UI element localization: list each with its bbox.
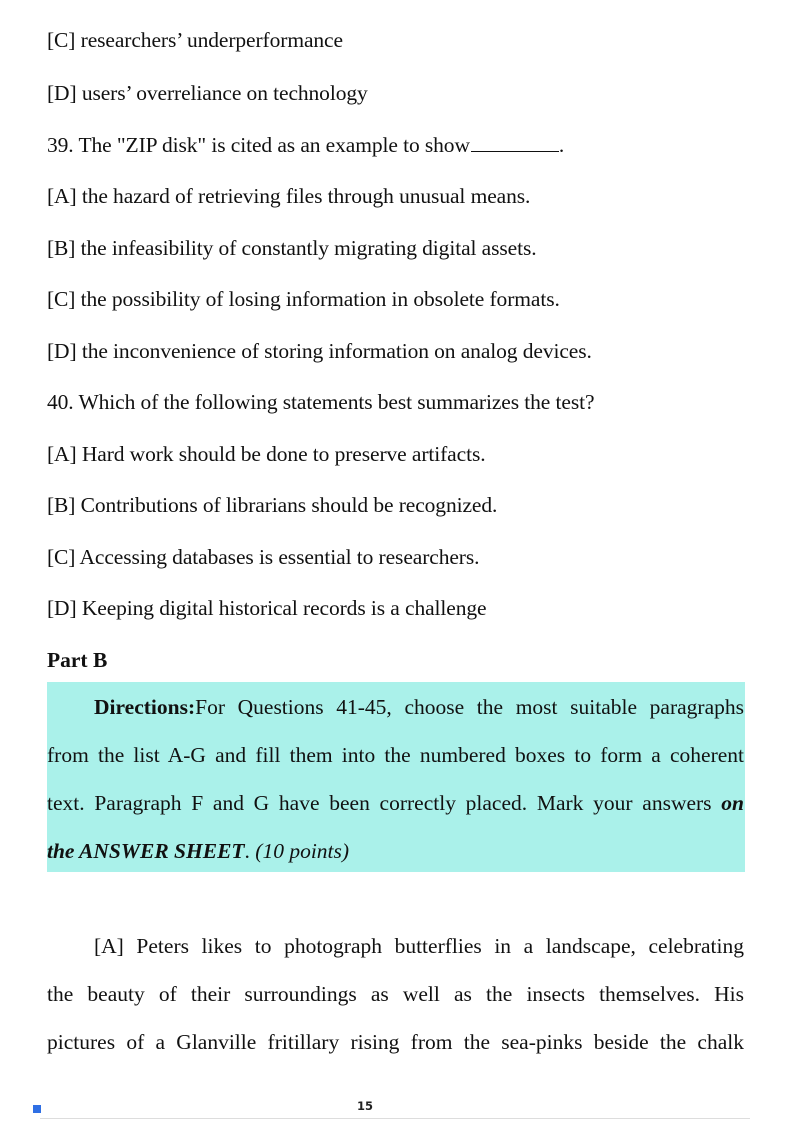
q39-option-c: [C] the possibility of losing information in obsolete formats. bbox=[47, 287, 560, 311]
directions-line-1-text: For Questions 41-45, choose the most suitable paragraphs bbox=[195, 695, 744, 719]
answer-sheet-emph: the ANSWER SHEET bbox=[47, 839, 245, 863]
directions-line-4 bbox=[47, 837, 744, 865]
q40-stem: 40. Which of the following statements best summarizes the test? bbox=[47, 390, 595, 414]
q39-stem-end: . bbox=[558, 133, 565, 157]
q40-option-d: [D] Keeping digital historical records is a challenge bbox=[47, 596, 487, 620]
directions-line-1 bbox=[47, 693, 744, 721]
q39-option-a: [A] the hazard of retrieving files through unusual means. bbox=[47, 184, 531, 208]
directions-label: Directions: bbox=[94, 695, 196, 719]
page-marker-icon bbox=[33, 1105, 41, 1113]
directions-box bbox=[47, 682, 745, 872]
footer-divider bbox=[40, 1118, 750, 1119]
q39-option-b: [B] the infeasibility of constantly migrating digital assets. bbox=[47, 236, 537, 260]
q39-option-d: [D] the inconvenience of storing information on analog devices. bbox=[47, 339, 592, 363]
page-number: 15 bbox=[357, 1099, 374, 1113]
directions-line-3-emph: on bbox=[721, 791, 745, 815]
paragraph-a-line-1-text: [A] Peters likes to photograph butterflies in a landscape, celebrating bbox=[94, 934, 744, 958]
paragraph-a-line-2: the beauty of their surroundings as well as the insects themselves. His bbox=[47, 982, 744, 1006]
answer-blank bbox=[471, 133, 559, 152]
paragraph-a-line-3: pictures of a Glanville fritillary rising from the sea-pinks beside the chalk bbox=[47, 1030, 744, 1054]
points-note: (10 points) bbox=[255, 839, 350, 863]
q39-stem-text: 39. The "ZIP disk" is cited as an example to show bbox=[47, 133, 470, 157]
q40-option-c: [C] Accessing databases is essential to researchers. bbox=[47, 545, 480, 569]
q39-stem bbox=[47, 131, 564, 159]
directions-line-3 bbox=[47, 789, 744, 817]
paragraph-a-line-1 bbox=[47, 932, 744, 960]
q38-option-d: [D] users’ overreliance on technology bbox=[47, 81, 368, 105]
q38-option-c: [C] researchers’ underperformance bbox=[47, 28, 343, 52]
q40-option-b: [B] Contributions of librarians should be recognized. bbox=[47, 493, 498, 517]
directions-line-2: from the list A-G and fill them into the numbered boxes to form a coherent bbox=[47, 743, 744, 767]
directions-line-4-end: . bbox=[244, 839, 250, 863]
q40-option-a: [A] Hard work should be done to preserve artifacts. bbox=[47, 442, 486, 466]
directions-line-3-text: text. Paragraph F and G have been correctly placed. Mark your answers bbox=[47, 791, 712, 815]
part-b-heading: Part B bbox=[47, 648, 108, 672]
